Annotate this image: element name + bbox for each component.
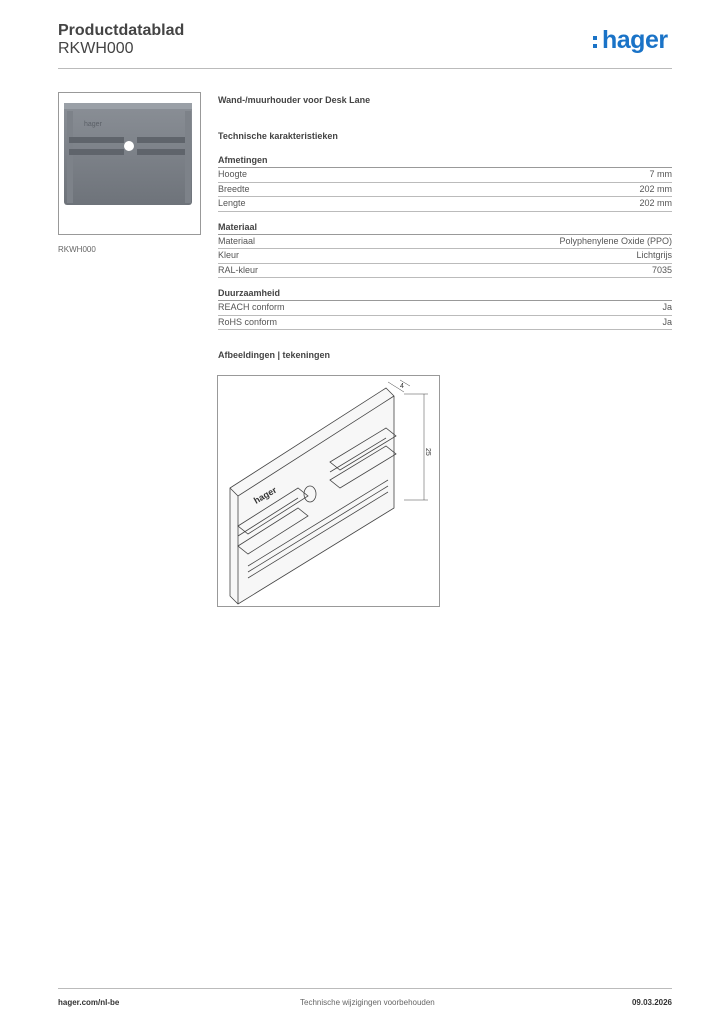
dimension-height-label: 25 <box>424 448 431 456</box>
spec-group-title: Duurzaamheid <box>218 288 672 301</box>
spec-content <box>218 95 672 360</box>
spec-label: RoHS conform <box>218 316 278 327</box>
spec-group-title: Materiaal <box>218 222 672 235</box>
spec-group-material <box>218 222 672 279</box>
dimension-width-label: 4 <box>400 383 404 390</box>
spec-row <box>218 183 672 198</box>
spec-value: Lichtgrijs <box>636 250 672 260</box>
spec-value: 7035 <box>651 264 672 275</box>
spec-group-sustainability <box>218 288 672 330</box>
footer-website[interactable]: hager.com/nl-be <box>58 998 120 1007</box>
hager-logo: hager <box>602 26 668 54</box>
footer-notice: Technische wijzigingen voorbehouden <box>300 998 435 1007</box>
spec-group-dimensions <box>218 155 672 212</box>
spec-value: Ja <box>662 316 672 327</box>
spec-label: RAL-kleur <box>218 264 259 275</box>
spec-row <box>218 235 672 250</box>
spec-row <box>218 264 672 279</box>
spec-label: Kleur <box>218 250 240 260</box>
spec-label: Hoogte <box>218 169 248 179</box>
spec-row <box>218 197 672 212</box>
spec-row <box>218 249 672 264</box>
footer-divider <box>58 988 672 989</box>
spec-row <box>218 168 672 183</box>
spec-row <box>218 316 672 331</box>
spec-value: 202 mm <box>639 198 672 208</box>
technical-drawing <box>217 375 440 607</box>
photo-logo-text: hager <box>84 121 102 128</box>
spec-row <box>218 301 672 316</box>
product-photo <box>58 92 201 235</box>
drawing-logo-text: hager <box>252 484 279 506</box>
product-photo-image <box>59 93 200 234</box>
footer-date: 09.03.2026 <box>631 998 672 1007</box>
drawings-title: Afbeeldingen | tekeningen <box>218 350 331 360</box>
spec-value: Ja <box>662 302 672 312</box>
spec-label: Lengte <box>218 198 246 208</box>
spec-value: 202 mm <box>639 183 672 194</box>
spec-label: Breedte <box>218 183 250 194</box>
product-description: Wand-/muurhouder voor Desk Lane <box>218 95 371 105</box>
spec-value: Polyphenylene Oxide (PPO) <box>559 235 672 246</box>
spec-section-title: Technische karakteristieken <box>218 131 338 141</box>
document-title: Productdatablad <box>58 22 185 39</box>
header-divider <box>58 68 672 69</box>
spec-group-title: Afmetingen <box>218 155 672 168</box>
spec-value: 7 mm <box>649 169 672 179</box>
technical-drawing-image <box>218 376 439 606</box>
spec-label: REACH conform <box>218 302 285 312</box>
spec-label: Materiaal <box>218 235 256 246</box>
product-code: RKWH000 <box>58 40 134 57</box>
photo-caption: RKWH000 <box>58 245 96 254</box>
